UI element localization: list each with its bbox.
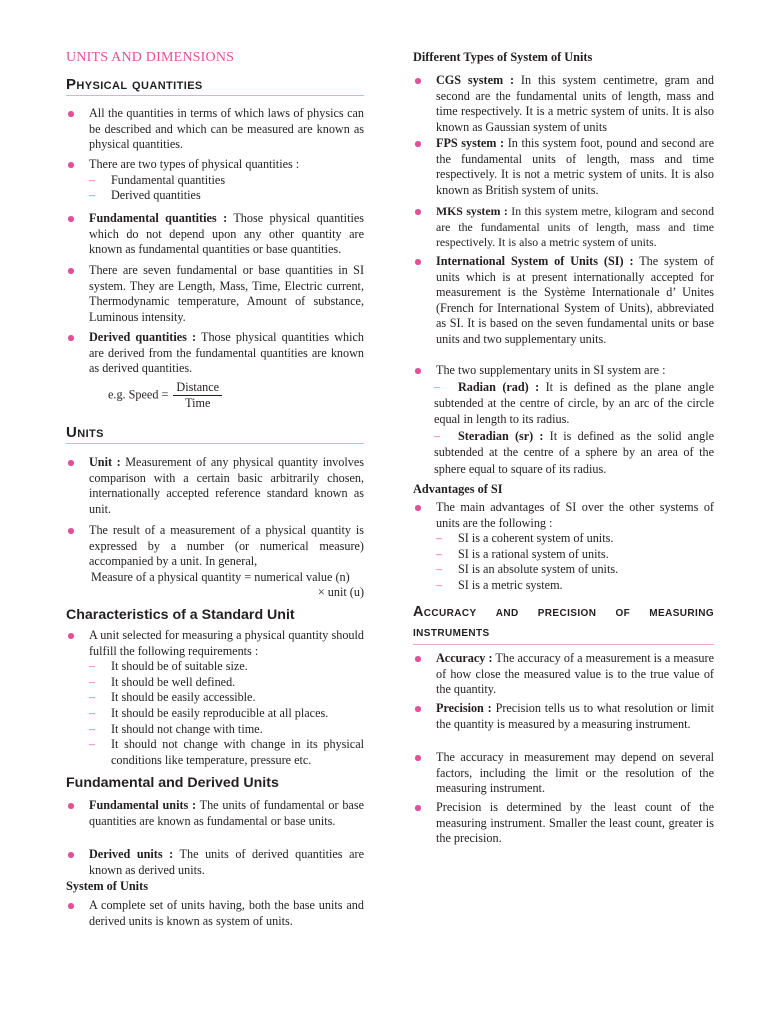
units-bullet-2: [66, 523, 364, 601]
types-heading: Different Types of System of Units: [413, 50, 593, 64]
bold-term: Precision :: [436, 701, 492, 715]
item-body: It is defined as the plane angle subtended at the centre of circle, by an arc of the circle equal in length to its radius.: [434, 379, 714, 427]
dash-item: – SI is a coherent system of units.: [413, 531, 714, 547]
bold-term: Accuracy :: [436, 651, 493, 665]
accuracy-bullet-3: [413, 750, 714, 797]
bullet-body: Those physical quantities which are derived from the fundamental quantities are known as derived quantities.: [89, 330, 364, 376]
bullet-body: The system of units which is at present internationally accepted for measurement is the Système Internationale d’ Unites (French for International System of Units), abbreviated as SI. It is based on the seven fundamental units or base units and two supplementary units.: [436, 254, 714, 346]
bold-term: Unit :: [89, 455, 121, 469]
heading-word: measuring: [649, 604, 714, 620]
physical-bullet-2: [66, 157, 364, 204]
system-bullet: [66, 898, 364, 929]
chapter-title: UNITS AND DIMENSIONS: [66, 50, 235, 65]
fraction-denominator: Time: [185, 396, 211, 410]
bold-term: International System of Units (SI) :: [436, 254, 634, 268]
dash-mark: –: [434, 428, 441, 443]
bullet-text: There are seven fundamental or base quantities in SI system. They are Length, Mass, Time, Electric current, Thermodynamic temperature, Amount of substance, Luminous intensity.: [66, 263, 364, 325]
bullet-body: The units of fundamental or base quantities are known as fundamental or base units.: [89, 798, 364, 828]
units-bullet-1: [66, 455, 364, 517]
dash-item: – It should not change with change in its physical conditions like temperature, pressure etc.: [66, 737, 364, 768]
radian-item: [413, 379, 714, 428]
formula-line-1: Measure of a physical quantity = numerical value (n): [91, 569, 350, 584]
bold-term: Radian (rad) :: [458, 379, 540, 394]
physical-bullet-1: [66, 106, 364, 153]
bold-term: CGS system :: [436, 73, 515, 87]
bullet-text: The two supplementary units in SI system are :: [413, 363, 714, 379]
bullet-text: All the quantities in terms of which laws of physics can be described and which can be measured are known as physical quantities.: [66, 106, 364, 153]
bullet-body: The units of derived quantities are known as derived units.: [89, 847, 364, 877]
system-of-units-heading: System of Units: [66, 879, 148, 893]
heading-word: precision: [537, 604, 597, 620]
bullet-text: [413, 204, 714, 251]
bullet-text: The result of a measurement of a physical quantity is expressed by a number (or numerical measure) accompanied by a unit. In general,: [66, 523, 364, 570]
dash-item: – It should not change with time.: [66, 722, 364, 738]
bullet-text: [413, 73, 714, 135]
bullet-body: In this system foot, pound and second are the fundamental units of length, mass and time respectively. It is not a metric system of units. It is also known as British system of units.: [436, 136, 714, 197]
bullet-text: The main advantages of SI over the other systems of units are the following :: [413, 500, 714, 531]
accuracy-bullet-2: [413, 701, 714, 732]
bold-term: Fundamental quantities :: [89, 211, 228, 225]
physical-bullet-4: [66, 263, 364, 325]
supplementary-bullet: [413, 363, 714, 477]
bullet-text: [413, 136, 714, 198]
physical-bullet-5: [66, 330, 364, 377]
bold-term: Derived units :: [89, 847, 174, 861]
bullet-body: Measurement of any physical quantity involves comparison with a certain basic arbitrarily chosen, internationally accepted reference standard known as unit.: [89, 455, 364, 516]
bullet-text: Precision is determined by the least count of the measuring instrument. Smaller the least count, greater is the precision.: [413, 800, 714, 847]
dash-item: – It should be well defined.: [66, 675, 364, 691]
bullet-text: [66, 798, 364, 829]
mks-bullet: [413, 204, 714, 251]
bullet-body: In this system centimetre, gram and second are the fundamental units of length, mass and time respectively. It is a metric system of units. It is also known as Gaussian system of units: [436, 73, 714, 134]
bullet-text: [66, 455, 364, 517]
steradian-item: [413, 428, 714, 477]
accuracy-bullet-4: [413, 800, 714, 847]
accuracy-bullet-1: [413, 651, 714, 698]
bullet-body: In this system metre, kilogram and second are the fundamental units of length, mass and time respectively. It is also a metric system of units.: [436, 204, 714, 250]
advantages-heading: Advantages of SI: [413, 482, 503, 496]
section-heading-units: Units: [66, 424, 364, 444]
bold-term: Steradian (sr) :: [458, 428, 544, 443]
heading-word: of: [615, 604, 631, 620]
dash-item: – Derived quantities: [66, 188, 364, 204]
formula-line-2: × unit (u): [317, 585, 364, 600]
bullet-text: A complete set of units having, both the base units and derived units is known as system of units.: [66, 898, 364, 929]
physical-bullet-3: [66, 211, 364, 258]
subheading-fundamental-derived: Fundamental and Derived Units: [66, 775, 279, 791]
standard-bullet: [66, 628, 364, 768]
dash-item: – It should be easily reproducible at all places.: [66, 706, 364, 722]
bullet-text: [66, 847, 364, 878]
si-bullet: [413, 254, 714, 348]
dash-item: – SI is an absolute system of units.: [413, 562, 714, 578]
bullet-text: [66, 211, 364, 258]
bullet-text: The accuracy in measurement may depend on several factors, including the limit or the resolution of the measuring instrument.: [413, 750, 714, 797]
fraction-numerator: Distance: [173, 380, 222, 396]
bullet-body: The accuracy of a measurement is a measure of how close the measured value is to the true value of the quantity.: [436, 651, 714, 697]
bullet-text: There are two types of physical quantities :: [66, 157, 364, 173]
section-heading-accuracy: [413, 602, 714, 645]
fundamental-bullet-1: [66, 798, 364, 829]
bold-term: FPS system :: [436, 136, 505, 150]
bullet-text: A unit selected for measuring a physical quantity should fulfill the following requirements :: [66, 628, 364, 659]
bold-term: MKS system :: [436, 204, 508, 218]
bullet-text: [413, 701, 714, 732]
advantages-bullet: [413, 500, 714, 594]
dash-mark: –: [434, 379, 441, 394]
bold-term: Derived quantities :: [89, 330, 197, 344]
fps-bullet: [413, 136, 714, 198]
item-body: It is defined as the solid angle subtended at the centre of a sphere by an area of the sphere equal to square of its radius.: [434, 428, 714, 476]
formula-prefix: e.g. Speed =: [108, 387, 169, 402]
accuracy-heading-line-1: [413, 602, 714, 622]
speed-formula: [108, 380, 406, 411]
dash-item: – It should be easily accessible.: [66, 690, 364, 706]
bold-term: Fundamental units :: [89, 798, 197, 812]
dash-item: – Fundamental quantities: [66, 173, 364, 189]
bullet-body: Those physical quantities which do not depend upon any other quantity are known as fundamental quantities or base quantities.: [89, 211, 364, 257]
heading-word: and: [495, 604, 519, 620]
bullet-text: [413, 651, 714, 698]
section-heading-physical-quantities: Physical quantities: [66, 76, 364, 96]
bullet-text: [66, 330, 364, 377]
heading-word: Accuracy: [413, 604, 477, 620]
fraction: [173, 380, 222, 411]
dash-item: – SI is a metric system.: [413, 578, 714, 594]
bullet-body: Precision tells us to what resolution or limit the quantity is measured by a measuring instrument.: [436, 701, 714, 731]
cgs-bullet: [413, 73, 714, 135]
accuracy-heading-line-2: instruments: [413, 624, 490, 640]
bullet-text: [413, 254, 714, 348]
dash-item: – It should be of suitable size.: [66, 659, 364, 675]
fundamental-bullet-2: [66, 847, 364, 878]
subheading-standard-unit: Characteristics of a Standard Unit: [66, 607, 295, 623]
dash-item: – SI is a rational system of units.: [413, 547, 714, 563]
